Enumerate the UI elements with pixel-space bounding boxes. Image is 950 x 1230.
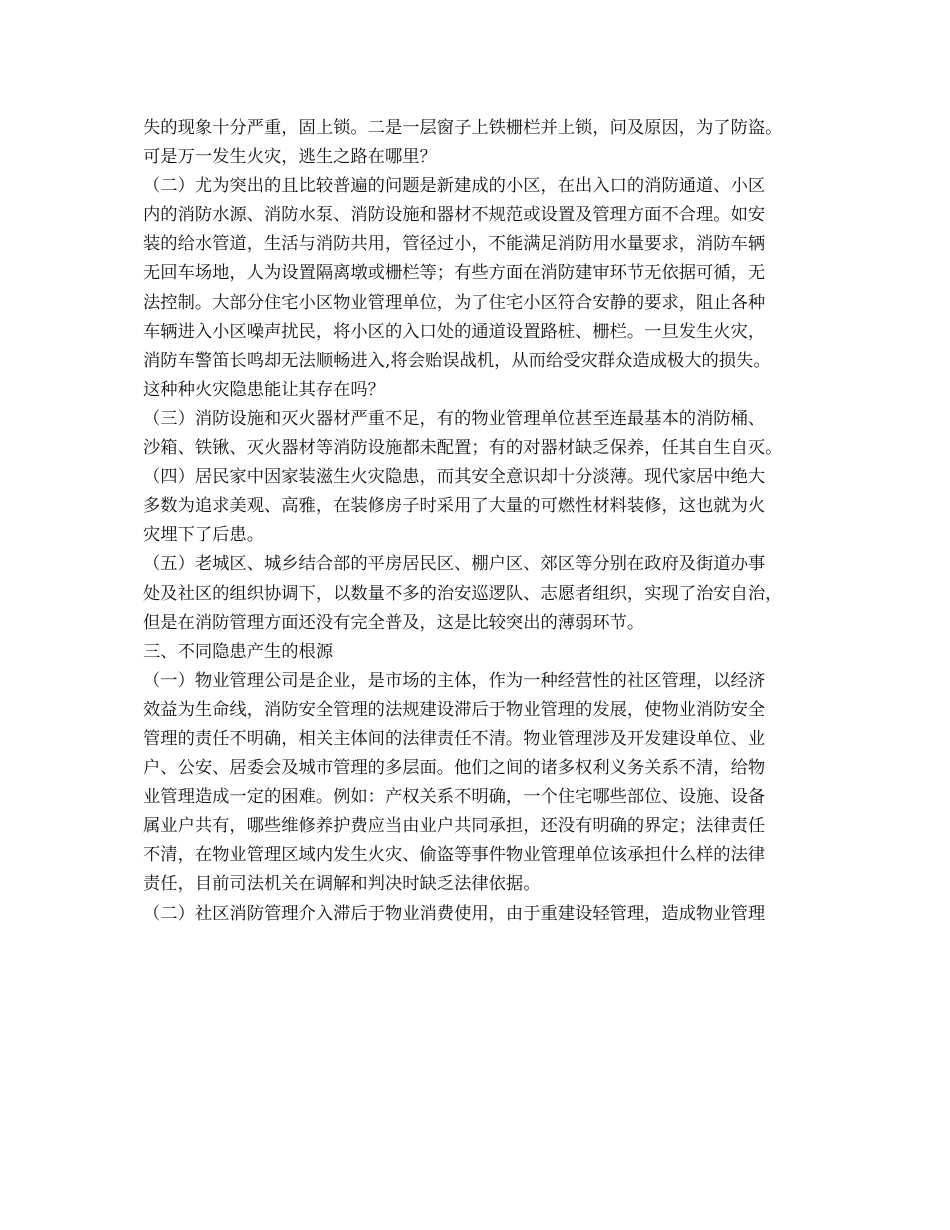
- text-line: 业管理造成一定的困难。例如：产权关系不明确，一个住宅哪些部位、设施、设备: [143, 787, 766, 808]
- text-line: 失的现象十分严重，固上锁。二是一层窗子上铁栅栏并上锁，问及原因，为了防盗。: [143, 118, 783, 138]
- text-line: 灾埋下了后患。: [143, 525, 264, 546]
- text-line: 车辆进入小区噪声扰民，将小区的入口处的通道设置路桩、栅栏。一旦发生火灾，: [143, 321, 766, 342]
- text-line: 但是在消防管理方面还没有完全普及，这是比较突出的薄弱环节。: [143, 612, 645, 633]
- text-line: （二）社区消防管理介入滞后于物业消费使用，由于重建设轻管理，造成物业管理: [143, 903, 766, 924]
- text-line: 多数为追求美观、高雅，在装修房子时采用了大量的可燃性材料装修，这也就为火: [143, 496, 766, 517]
- text-line: 管理的责任不明确，相关主体间的法律责任不清。物业管理涉及开发建设单位、业: [143, 728, 766, 749]
- text-line: （五）老城区、城乡结合部的平房居民区、棚户区、郊区等分别在政府及街道办事: [143, 554, 766, 575]
- text-line: 内的消防水源、消防水泵、消防设施和器材不规范或设置及管理方面不合理。如安: [143, 205, 766, 226]
- text-line: 户、公安、居委会及城市管理的多层面。他们之间的诸多权利义务关系不清，给物: [143, 758, 766, 779]
- text-line: 法控制。大部分住宅小区物业管理单位，为了住宅小区符合安静的要求，阻止各种: [143, 292, 766, 313]
- section-heading: 三、不同隐患产生的根源: [143, 641, 334, 662]
- text-line: （二）尤为突出的且比较普遍的问题是新建成的小区，在出入口的消防通道、小区: [143, 176, 766, 197]
- text-line: 责任，目前司法机关在调解和判决时缺乏法律依据。: [143, 874, 541, 895]
- text-line: 装的给水管道，生活与消防共用，管径过小，不能满足消防用水量要求，消防车辆: [143, 234, 766, 255]
- text-line: （一）物业管理公司是企业，是市场的主体，作为一种经营性的社区管理，以经济: [143, 670, 766, 691]
- text-line: 处及社区的组织协调下，以数量不多的治安巡逻队、志愿者组织，实现了治安自治，: [143, 583, 783, 604]
- text-line: 不清，在物业管理区域内发生火灾、偷盗等事件物业管理单位该承担什么样的法律: [143, 845, 766, 866]
- text-line: 无回车场地，人为设置隔离墩或栅栏等；有些方面在消防建审环节无依据可循，无: [143, 263, 766, 284]
- text-line: （三）消防设施和灭火器材严重不足，有的物业管理单位甚至连最基本的消防桶、: [143, 408, 766, 429]
- text-line: 沙箱、铁锹、灭火器材等消防设施都未配置；有的对器材缺乏保养，任其自生自灭。: [143, 438, 783, 459]
- text-line: 属业户共有，哪些维修养护费应当由业户共同承担，还没有明确的界定；法律责任: [143, 816, 766, 837]
- text-line: 效益为生命线，消防安全管理的法规建设滞后于物业管理的发展，使物业消防安全: [143, 699, 766, 720]
- text-line: （四）居民家中因家装滋生火灾隐患，而其安全意识却十分淡薄。现代家居中绝大: [143, 467, 766, 488]
- text-line: 这种种火灾隐患能让其存在吗？: [143, 379, 385, 400]
- text-line: 可是万一发生火灾，逃生之路在哪里？: [143, 147, 437, 168]
- body-text: [143, 114, 823, 929]
- text-line: 消防车警笛长鸣却无法顺畅进入,将会贻误战机，从而给受灾群众造成极大的损失。: [143, 350, 771, 371]
